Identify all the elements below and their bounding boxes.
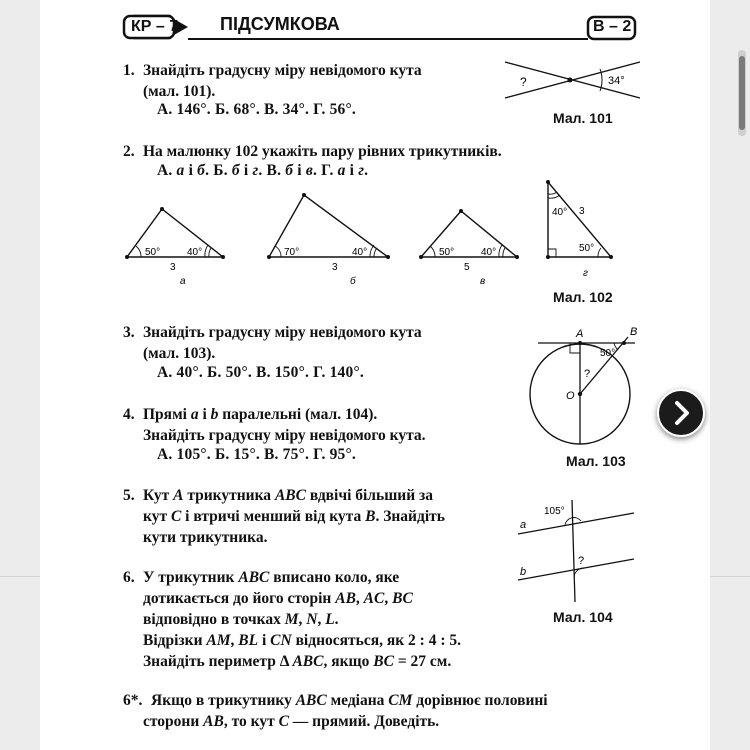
svg-text:50°: 50° — [579, 243, 595, 254]
svg-text:105°: 105° — [544, 506, 565, 517]
figure-caption: Мал. 104 — [553, 609, 613, 625]
svg-text:A: A — [576, 328, 584, 340]
svg-text:?: ? — [584, 368, 591, 380]
chevron-right-icon — [659, 391, 703, 435]
gutter-divider — [0, 576, 40, 577]
page-title: ПІДСУМКОВА — [220, 14, 340, 34]
svg-text:3: 3 — [579, 206, 585, 217]
svg-text:?: ? — [578, 555, 585, 567]
figure-103-drawing — [520, 322, 650, 447]
svg-text:O: O — [566, 390, 575, 402]
svg-text:50°: 50° — [145, 247, 161, 258]
svg-text:40°: 40° — [187, 247, 203, 258]
svg-text:a: a — [520, 519, 527, 531]
question-text: кути трикутника. — [143, 529, 268, 546]
question-number: 4. — [123, 406, 135, 423]
gutter-divider — [710, 576, 750, 577]
svg-text:в: в — [480, 276, 486, 287]
svg-text:г: г — [583, 268, 588, 279]
answer-options: А. 146°. Б. 68°. В. 34°. Г. 56°. — [157, 101, 356, 118]
question-number: 6. — [123, 569, 135, 586]
question-text: Знайдіть градусну міру невідомого кута. — [143, 427, 426, 444]
question-text: У трикутник ABC вписано коло, яке — [143, 569, 400, 586]
svg-text:40°: 40° — [352, 247, 368, 258]
left-gutter — [0, 0, 40, 750]
figure-caption: Мал. 103 — [566, 453, 626, 469]
figure-caption: Мал. 102 — [553, 289, 613, 305]
scrollbar-thumb[interactable] — [739, 56, 745, 130]
svg-text:5: 5 — [464, 262, 470, 273]
test-badge: КР – 7 — [131, 18, 179, 35]
question-text: Знайдіть периметр Δ ABC, якщо BC = 27 см. — [143, 653, 452, 670]
svg-text:а: а — [180, 276, 186, 287]
svg-text:3: 3 — [332, 262, 338, 273]
worksheet-page — [40, 0, 710, 750]
question-number: 5. — [123, 487, 135, 504]
variant-badge: В – 2 — [593, 18, 632, 35]
svg-text:70°: 70° — [284, 247, 300, 258]
question-text: кут C і втричі менший від кута B. Знайдіть — [143, 508, 445, 525]
unknown-angle-label: ? — [520, 75, 527, 89]
question-number: 6*. — [123, 692, 143, 709]
next-page-button[interactable] — [657, 389, 705, 437]
question-text: (мал. 103). — [143, 345, 216, 362]
figure-102-drawing — [120, 178, 650, 288]
svg-text:б: б — [350, 276, 356, 287]
triangle-b — [267, 193, 390, 287]
svg-text:50°: 50° — [600, 348, 616, 359]
answer-options: А. 40°. Б. 50°. В. 150°. Г. 140°. — [157, 364, 364, 381]
triangle-a — [125, 207, 225, 287]
svg-text:3: 3 — [170, 262, 176, 273]
figure-104-drawing — [510, 498, 640, 603]
triangle-d — [546, 180, 613, 279]
question-text: Кут A трикутника ABC вдвічі більший за — [143, 487, 434, 504]
question-text: (мал. 101). — [143, 83, 216, 100]
question-number: 1. — [123, 62, 135, 79]
question-number: 2. — [123, 143, 135, 160]
figure-caption: Мал. 101 — [553, 110, 613, 126]
svg-text:40°: 40° — [552, 207, 568, 218]
question-text: Прямі a і b паралельні (мал. 104). — [143, 406, 378, 423]
question-text: Якщо в трикутнику ABC медіана CM дорівнює половині — [151, 692, 548, 709]
triangle-c — [419, 209, 519, 287]
angle-label: 34° — [608, 75, 625, 87]
question-text: сторони AB, то кут C — прямий. Доведіть. — [143, 713, 440, 730]
question-text: Знайдіть градусну міру невідомого кута — [143, 62, 422, 79]
question-text: відповідно в точках M, N, L. — [143, 611, 339, 628]
question-text: дотикається до його сторін AB, AC, BC — [143, 590, 413, 607]
question-number: 3. — [123, 324, 135, 341]
question-text: Відрізки AM, BL і CN відносяться, як 2 : 4 : 5. — [143, 632, 461, 649]
svg-text:b: b — [520, 566, 527, 578]
svg-text:B: B — [630, 326, 638, 338]
question-text: Знайдіть градусну міру невідомого кута — [143, 324, 422, 341]
answer-options: А. а і б. Б. б і г. В. б і в. Г. а і г. — [157, 162, 369, 179]
question-text: На малюнку 102 укажіть пару рівних трикутників. — [143, 143, 502, 160]
figure-101-drawing — [500, 56, 650, 106]
svg-text:50°: 50° — [439, 247, 455, 258]
answer-options: А. 105°. Б. 15°. В. 75°. Г. 95°. — [157, 446, 356, 463]
svg-text:40°: 40° — [481, 247, 497, 258]
